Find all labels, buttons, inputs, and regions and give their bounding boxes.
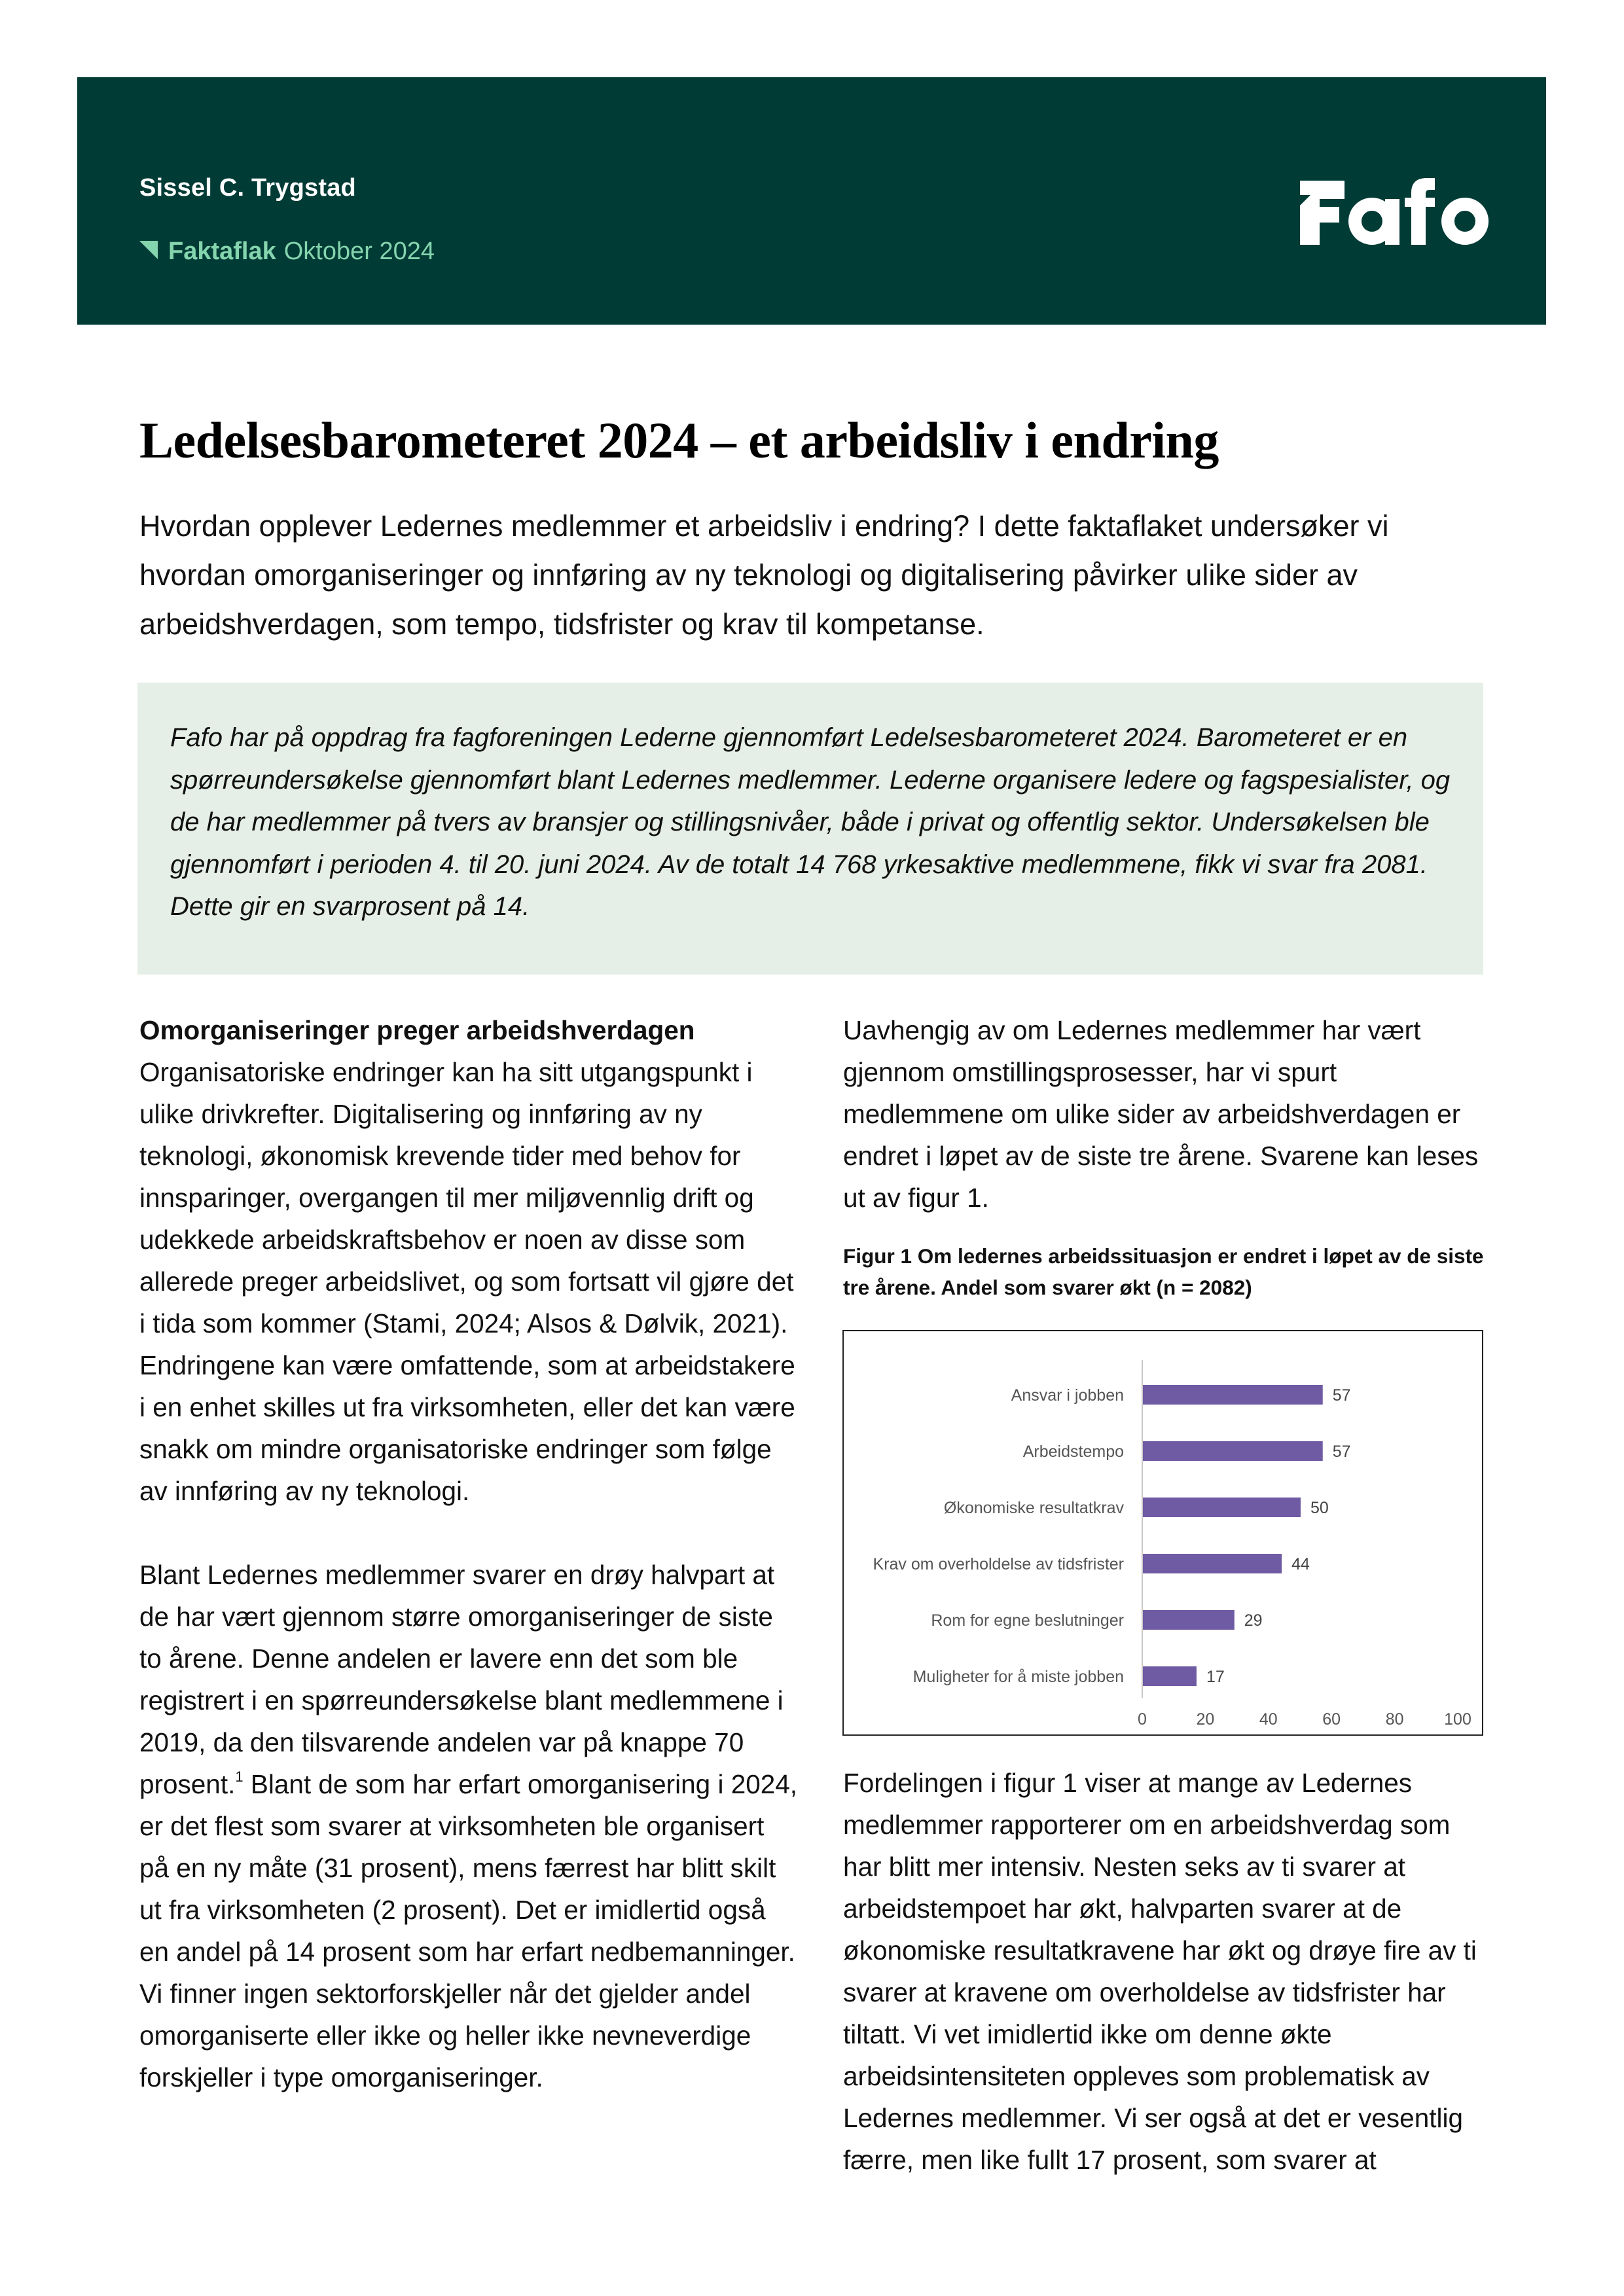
bar-row [1011, 1385, 1351, 1405]
body-paragraph [139, 1554, 801, 2098]
fafo-logo-icon [1299, 175, 1495, 247]
x-tick-label: 20 [1196, 1710, 1215, 1729]
footnote-reference[interactable]: 1 [235, 1768, 244, 1785]
triangle-marker-icon [139, 241, 158, 259]
bar [1143, 1498, 1301, 1517]
bar [1143, 1441, 1323, 1461]
value-label: 57 [1332, 1386, 1351, 1405]
category-label: Muligheter for å miste jobben [912, 1668, 1124, 1686]
category-label: Krav om overholdelse av tidsfrister [873, 1555, 1124, 1573]
header-banner [77, 77, 1546, 325]
left-column [139, 1009, 801, 2098]
body-paragraph: Uavhengig av om Ledernes medlemmer har vært gjennom omstillingsprosesser, har vi spurt medlemmene om ulike sider av arbeidshverdagen er endret i løpet av de siste tre årene. Svarene kan leses ut av figur 1. [843, 1015, 1479, 1213]
value-label: 44 [1291, 1555, 1310, 1573]
category-label: Ansvar i jobben [1011, 1386, 1124, 1405]
right-column-continued [843, 1762, 1491, 2181]
bar-row [944, 1498, 1329, 1517]
body-text: Blant Ledernes medlemmer svarer en drøy halvpart at de har vært gjennom større omorganiseringer de siste to årene. Denne andelen er lavere enn det som ble registrert i en spørreundersøkelse blant medlemmene i 2019, da den tilsvarende andelen var på knappe 70 prosent. [139, 1560, 784, 1799]
category-label: Økonomiske resultatkrav [943, 1499, 1124, 1517]
author-name: Sissel C. Trygstad [139, 174, 356, 202]
paragraph-spacer [139, 1512, 801, 1554]
bar [1143, 1554, 1282, 1573]
right-column [843, 1009, 1491, 1219]
value-label: 29 [1244, 1611, 1263, 1630]
info-box [137, 683, 1483, 975]
x-tick-label: 60 [1322, 1710, 1341, 1729]
x-tick-label: 40 [1259, 1710, 1278, 1729]
body-paragraph: Organisatoriske endringer kan ha sitt utgangspunkt i ulike drivkrefter. Digitalisering og innføring av ny teknologi, økonomisk krevende tider med behov for innsparinger, overgangen til mer miljøvennlig drift og udekkede arbeidskraftsbehov er noen av disse som allerede preger arbeidslivet, og som fortsatt vil gjøre det i tida som kommer (Stami, 2024; Alsos & Dølvik, 2021). Endringene kan være omfattende, som at arbeidstakere i en enhet skilles ut fra virksomheten, eller det kan være snakk om mindre organisatoriske endringer som følge av innføring av ny teknologi. [139, 1057, 795, 1506]
x-tick-label: 80 [1385, 1710, 1404, 1729]
bar-chart-canvas [844, 1331, 1482, 1734]
bar [1143, 1610, 1235, 1630]
bar [1143, 1385, 1323, 1405]
bar-row [931, 1610, 1262, 1630]
document-title: Ledelsesbarometeret 2024 – et arbeidsliv i endring [139, 412, 1219, 469]
value-label: 57 [1332, 1443, 1351, 1461]
bar-chart [842, 1330, 1483, 1736]
bar-row [913, 1666, 1225, 1686]
value-label: 17 [1206, 1668, 1225, 1686]
bar-row [1023, 1441, 1351, 1461]
value-label: 50 [1310, 1499, 1329, 1517]
bar-row [873, 1554, 1310, 1573]
x-tick-label: 100 [1444, 1710, 1471, 1729]
x-tick-label: 0 [1138, 1710, 1147, 1729]
category-label: Rom for egne beslutninger [931, 1611, 1124, 1630]
bar [1143, 1666, 1197, 1686]
info-box-text: Fafo har på oppdrag fra fagforeningen Lederne gjennomført Ledelsesbarometeret 2024. Barometeret er en spørreundersøkelse gjennomført blant Ledernes medlemmer. Lederne organisere ledere og fagspesialister, og de har medlemmer på tvers av bransjer og stillingsnivåer, både i privat og offentlig sektor. Undersøkelsen ble gjennomført i perioden 4. til 20. juni 2024. Av de totalt 14 768 yrkesaktive medlemmene, fikk vi svar fra 2081. Dette gir en svarprosent på 14. [170, 723, 1451, 921]
category-label: Arbeidstempo [1022, 1443, 1124, 1461]
body-paragraph: Fordelingen i figur 1 viser at mange av Ledernes medlemmer rapporterer om en arbeidshverdag som har blitt mer intensiv. Nesten seks av ti svarer at arbeidstempoet har økt, halvparten svarer at de økonomiske resultatkravene har økt og drøye fire av ti svarer at kravene om overholdelse av tidsfrister har tiltatt. Vi vet imidlertid ikke om denne økte arbeidsintensiteten oppleves som problematisk av Ledernes medlemmer. Vi ser også at det er vesentlig færre, men like fullt 17 prosent, som svarer at [843, 1768, 1477, 2175]
section-heading: Omorganiseringer preger arbeidshverdagen [139, 1015, 695, 1045]
intro-paragraph: Hvordan opplever Ledernes medlemmer et arbeidsliv i endring? I dette faktaflaket undersøker vi hvordan omorganiseringer og innføring av ny teknologi og digitalisering påvirker ulike sider av arbeidshverdagen, som tempo, tidsfrister og krav til kompetanse. [139, 509, 1389, 641]
figure-caption: Figur 1 Om ledernes arbeidssituasjon er endret i løpet av de siste tre årene. Andel som svarer økt (n = 2082) [843, 1244, 1484, 1299]
body-text: Blant de som har erfart omorganisering i 2024, er det flest som svarer at virksomheten ble organisert på en ny måte (31 prosent), mens færrest har blitt skilt ut fra virksomheten (2 prosent). Det er imidlertid også en andel på 14 prosent som har erfart nedbemanninger. Vi finner ingen sektorforskjeller når det gjelder andel omorganiserte eller ikke og heller ikke nevneverdige forskjeller i type omorganiseringer. [139, 1769, 798, 2092]
publication-type: Faktaflak [168, 238, 276, 265]
publication-info [139, 238, 435, 266]
publication-date: Oktober 2024 [283, 238, 435, 265]
